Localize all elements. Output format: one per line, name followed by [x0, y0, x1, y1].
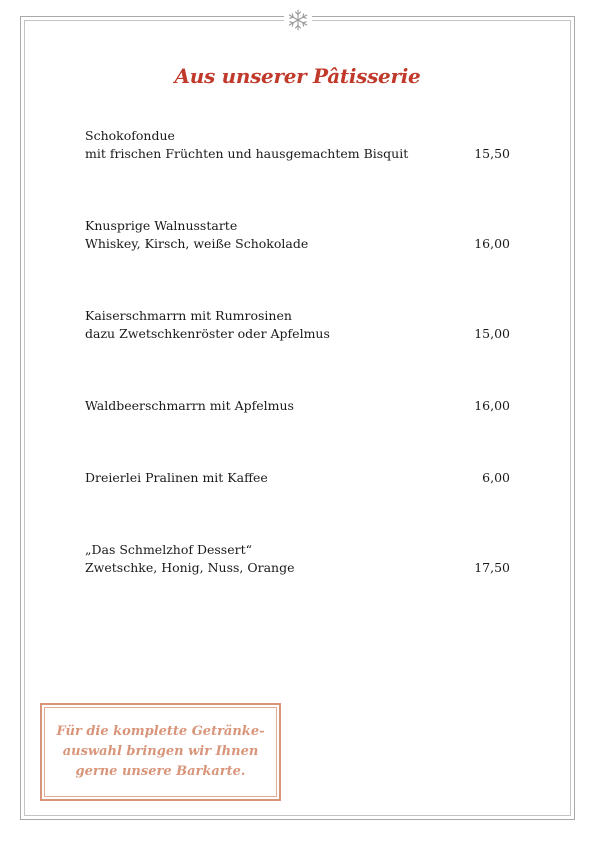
menu-item-price: 16,00: [474, 236, 510, 251]
menu-item-name: Waldbeerschmarrn mit Apfelmus: [85, 398, 294, 413]
menu-item: [85, 217, 510, 253]
menu-item: [85, 307, 510, 343]
menu-item-name: „Das Schmelzhof Dessert“: [85, 542, 252, 557]
menu-item-name: Kaiserschmarrn mit Rumrosinen: [85, 308, 292, 323]
snowflake-icon: [284, 8, 312, 32]
menu-item-name: Schokofondue: [85, 128, 175, 143]
menu-item: [85, 127, 510, 163]
bar-card-note: [44, 707, 277, 797]
menu-item-name: Knusprige Walnusstarte: [85, 218, 238, 233]
menu-item-description: mit frischen Früchten und hausgemachtem Bisquit: [85, 146, 409, 161]
menu-item-description: dazu Zwetschkenröster oder Apfelmus: [85, 326, 330, 341]
menu-item-price: 15,50: [474, 146, 510, 161]
note-line: gerne unsere Barkarte.: [75, 764, 246, 779]
menu-item-price: 15,00: [474, 326, 510, 341]
menu-item: [85, 541, 510, 577]
menu-item-description: Whiskey, Kirsch, weiße Schokolade: [85, 236, 309, 251]
menu-item-description: Zwetschke, Honig, Nuss, Orange: [85, 560, 295, 575]
note-line: Für die komplette Getränke-: [56, 724, 265, 739]
menu-item: [85, 397, 510, 415]
page-title: Aus unserer Pâtisserie: [174, 64, 421, 88]
menu-item: [85, 469, 510, 487]
menu-item-price: 17,50: [474, 560, 510, 575]
menu-item-price: 6,00: [482, 470, 510, 485]
note-line: auswahl bringen wir Ihnen: [62, 744, 259, 759]
menu-item-name: Dreierlei Pralinen mit Kaffee: [85, 470, 268, 485]
menu-item-price: 16,00: [474, 398, 510, 413]
